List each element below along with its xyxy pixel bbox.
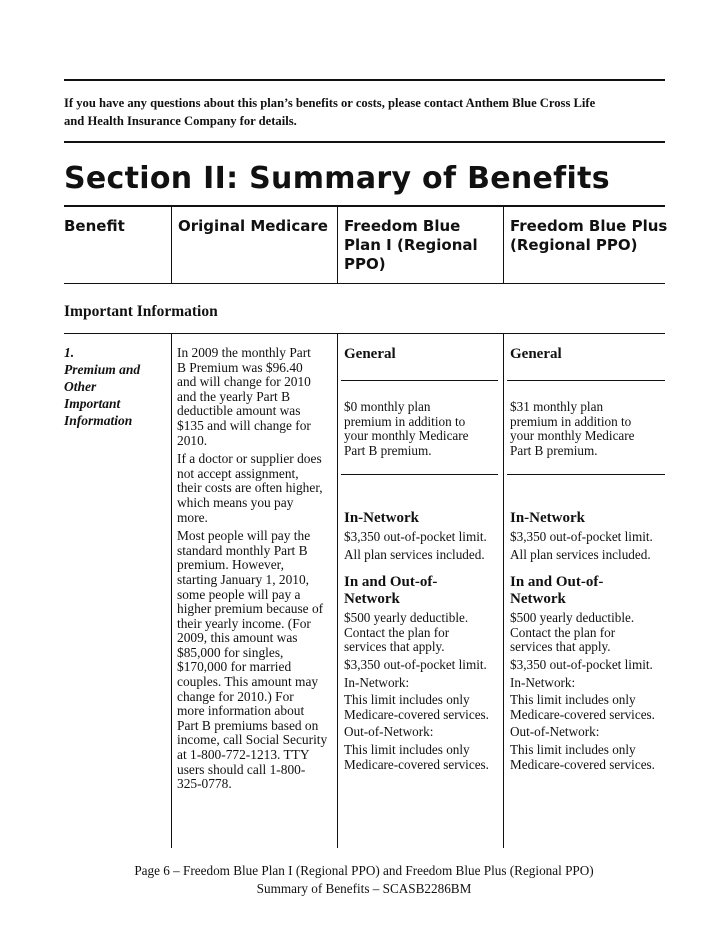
plan-plus-rule-2	[507, 474, 665, 475]
header-plan-i	[344, 217, 502, 274]
header-plan-i-line: Freedom Blue	[344, 217, 461, 235]
text-line: 325-0778.	[177, 776, 232, 792]
text-line: Part B premium.	[510, 442, 598, 458]
header-plan-plus	[510, 217, 670, 255]
text-line: $500 yearly deductible.	[510, 610, 635, 626]
text-line: In and Out-of-	[510, 574, 604, 591]
text-line: Contact the plan for	[344, 624, 450, 640]
row-label-line: Information	[64, 413, 133, 428]
text-line: some people will pay a	[177, 586, 301, 602]
important-information-heading: Important Information	[64, 303, 218, 320]
plan-plus-out-network-note	[510, 743, 666, 772]
original-medicare-paragraph	[177, 452, 337, 525]
text-line: at 1-800-772-1213. TTY	[177, 747, 310, 763]
text-line: couples. This amount may	[177, 674, 319, 690]
header-sep-2	[337, 207, 338, 283]
text-line: starting January 1, 2010,	[177, 571, 310, 587]
row-label-line: Other	[64, 379, 97, 394]
text-line: In 2009 the monthly Part	[177, 345, 311, 360]
footer-line2: Summary of Benefits – SCASB2286BM	[256, 881, 472, 896]
text-line: your monthly Medicare	[344, 428, 469, 444]
plan-plus-cell	[510, 346, 666, 363]
plan-plus-in-network-note	[510, 693, 666, 722]
header-sep-3	[503, 207, 504, 283]
text-line: Part B premiums based on	[177, 717, 319, 733]
top-rule	[64, 79, 665, 81]
plan-i-oop-limit: $3,350 out-of-pocket limit.	[344, 656, 487, 672]
row-sep-1	[171, 334, 172, 848]
row-sep-3	[503, 334, 504, 848]
plan-plus-premium	[510, 400, 666, 458]
original-medicare-paragraph	[177, 529, 337, 792]
header-plan-plus-line: (Regional PPO)	[510, 236, 638, 254]
text-line: Medicare-covered services.	[510, 756, 655, 772]
text-line: $0 monthly plan	[344, 399, 431, 414]
text-line: more information about	[177, 703, 305, 719]
text-line: standard monthly Part B	[177, 542, 308, 558]
text-line: Medicare-covered services.	[344, 706, 489, 722]
plan-plus-in-network-label: In-Network:	[510, 674, 576, 690]
section-title: Section II: Summary of Benefits	[64, 161, 610, 196]
contact-notice	[64, 94, 669, 130]
text-line: services that apply.	[510, 639, 611, 655]
text-line: their costs are often higher,	[177, 480, 323, 496]
plan-plus-in-network-limit: $3,350 out-of-pocket limit.	[510, 529, 653, 544]
text-line: $135 and will change for	[177, 417, 311, 433]
text-line: In and Out-of-	[344, 574, 438, 591]
text-line: Network	[510, 591, 566, 608]
text-line: their yearly income. (For	[177, 615, 311, 631]
text-line: and the yearly Part B	[177, 388, 291, 404]
text-line: more.	[177, 509, 208, 525]
text-line: Medicare-covered services.	[344, 756, 489, 772]
plan-plus-oop-limit: $3,350 out-of-pocket limit.	[510, 656, 653, 672]
plan-plus-deductible	[510, 611, 666, 655]
plan-plus-in-out-heading	[510, 574, 666, 608]
text-line: Network	[344, 591, 400, 608]
contact-notice-line2: and Health Insurance Company for details.	[64, 114, 297, 128]
text-line: This limit includes only	[344, 692, 470, 708]
text-line: Contact the plan for	[510, 624, 616, 640]
original-medicare-paragraph	[177, 346, 337, 448]
header-sep-1	[171, 207, 172, 283]
contact-notice-line1: If you have any questions about this plan’s benefits or costs, please contact Anthem Blue Cross Life	[64, 96, 596, 110]
text-line: $500 yearly deductible.	[344, 610, 469, 626]
plan-i-in-network-note	[344, 693, 500, 722]
row-label-line: 1.	[64, 345, 75, 360]
text-line: higher premium because of	[177, 601, 324, 617]
text-line: If a doctor or supplier does	[177, 451, 322, 467]
plan-i-in-network-limit: $3,350 out-of-pocket limit.	[344, 529, 487, 544]
text-line: $85,000 for singles,	[177, 644, 284, 660]
text-line: your monthly Medicare	[510, 428, 635, 444]
header-plan-plus-line: Freedom Blue Plus	[510, 217, 668, 235]
text-line: $170,000 for married	[177, 659, 292, 675]
text-line: change for 2010.) For	[177, 688, 294, 704]
row-label-line: Important	[64, 396, 121, 411]
header-top-rule	[64, 205, 665, 207]
text-line: B Premium was $96.40	[177, 359, 303, 375]
plan-plus-in-network-heading: In-Network	[510, 510, 585, 526]
plan-plus-in-network-services: All plan services included.	[510, 546, 651, 562]
text-line: users should call 1-800-	[177, 761, 306, 777]
text-line: This limit includes only	[344, 741, 470, 757]
plan-i-rule-1	[341, 380, 498, 381]
plan-plus-out-network-label: Out-of-Network:	[510, 724, 600, 740]
original-medicare-cell	[177, 346, 337, 796]
text-line: 2009, this amount was	[177, 630, 298, 646]
text-line: income, call Social Security	[177, 732, 328, 748]
header-original-medicare: Original Medicare	[178, 217, 328, 235]
header-bottom-rule	[64, 283, 665, 284]
plan-i-premium	[344, 400, 500, 458]
plan-i-deductible	[344, 611, 500, 655]
plan-i-cell	[344, 346, 500, 363]
text-line: deductible amount was	[177, 403, 301, 419]
text-line: Medicare-covered services.	[510, 706, 655, 722]
plan-plus-details	[510, 510, 666, 772]
text-line: which means you pay	[177, 494, 294, 510]
plan-i-in-network-services: All plan services included.	[344, 546, 485, 562]
text-line: Part B premium.	[344, 442, 432, 458]
header-benefit: Benefit	[64, 217, 125, 235]
row-top-rule	[64, 333, 665, 334]
text-line: This limit includes only	[510, 741, 636, 757]
footer-line1: Page 6 – Freedom Blue Plan I (Regional PPO) and Freedom Blue Plus (Regional PPO)	[134, 863, 594, 878]
page-footer	[0, 862, 728, 898]
text-line: services that apply.	[344, 639, 445, 655]
text-line: 2010.	[177, 432, 208, 448]
plan-i-out-network-note	[344, 743, 500, 772]
plan-i-rule-2	[341, 474, 498, 475]
row-label-line: Premium and	[64, 362, 141, 377]
plan-i-in-network-label: In-Network:	[344, 674, 410, 690]
text-line: Most people will pay the	[177, 528, 311, 544]
row-label	[64, 344, 164, 429]
plan-i-details	[344, 510, 500, 772]
header-plan-i-line: PPO)	[344, 255, 386, 273]
header-plan-i-line: Plan I (Regional	[344, 236, 478, 254]
plan-i-general: General	[344, 346, 396, 362]
plan-i-in-network-heading: In-Network	[344, 510, 419, 526]
plan-i-in-out-heading	[344, 574, 500, 608]
text-line: and will change for 2010	[177, 374, 311, 390]
text-line: This limit includes only	[510, 692, 636, 708]
section-rule	[64, 141, 665, 143]
text-line: not accept assignment,	[177, 465, 299, 481]
plan-i-out-network-label: Out-of-Network:	[344, 724, 434, 740]
text-line: premium in addition to	[510, 413, 632, 429]
text-line: premium in addition to	[344, 413, 466, 429]
plan-plus-general: General	[510, 346, 562, 362]
row-sep-2	[337, 334, 338, 848]
plan-plus-rule-1	[507, 380, 665, 381]
text-line: $31 monthly plan	[510, 399, 604, 414]
text-line: premium. However,	[177, 557, 284, 573]
